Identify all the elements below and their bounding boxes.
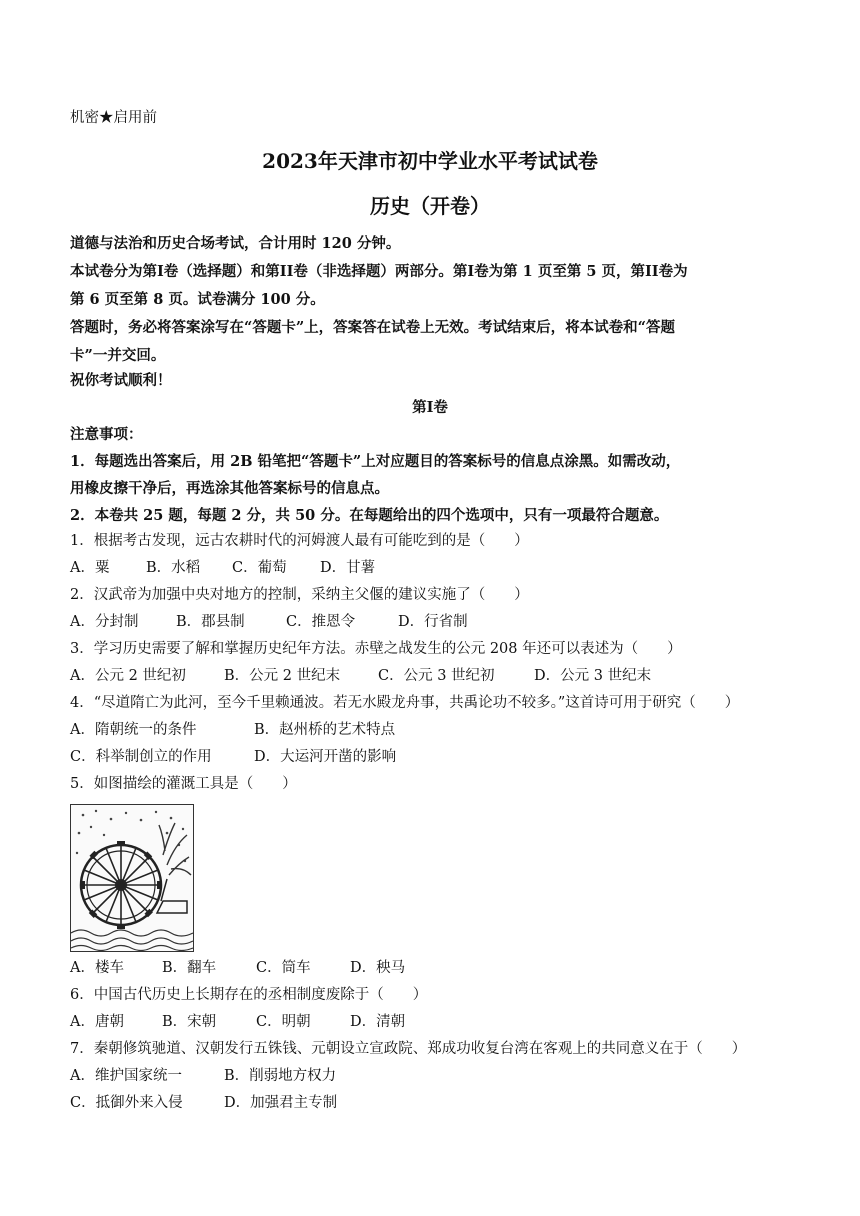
- option-b: B．公元 2 世纪末: [224, 668, 341, 684]
- question-options: [70, 612, 468, 632]
- option-c: C．葡萄: [232, 560, 287, 576]
- question-stem: 7．秦朝修筑驰道、汉朝发行五铢钱、元朝设立宣政院、郑成功收复台湾在客观上的共同意义在于（ ）: [70, 1041, 747, 1057]
- option-a: A．分封制: [70, 614, 139, 630]
- question-options: [70, 1093, 337, 1113]
- option-b: B．削弱地方权力: [224, 1068, 337, 1084]
- option-b: B．郡县制: [176, 614, 245, 630]
- option-b: B．翻车: [162, 960, 217, 976]
- question-stem: 2．汉武帝为加强中央对地方的控制，采纳主父偃的建议实施了（ ）: [70, 587, 529, 603]
- question-stem: 6．中国古代历史上长期存在的丞相制度废除于（ ）: [70, 987, 428, 1003]
- note-item: 1．每题选出答案后，用 2B 铅笔把“答题卡”上对应题目的答案标号的信息点涂黑。如需改动，: [70, 453, 681, 470]
- intro-line: 本试卷分为第I卷（选择题）和第II卷（非选择题）两部分。第I卷为第 1 页至第 5 页，第II卷为: [70, 263, 688, 280]
- option-c: C．科举制创立的作用: [70, 749, 212, 765]
- question-options: [70, 720, 395, 740]
- option-a: A．楼车: [70, 960, 124, 976]
- option-d: D．秧马: [350, 960, 406, 976]
- option-c: C．公元 3 世纪初: [378, 668, 495, 684]
- question-options: [70, 666, 651, 686]
- exam-subtitle: 历史（开卷）: [370, 194, 490, 218]
- section-title: 第I卷: [412, 399, 448, 416]
- option-d: D．加强君主专制: [224, 1095, 338, 1111]
- note-item: 2．本卷共 25 题，每题 2 分，共 50 分。在每题给出的四个选项中，只有一项最符合题意。: [70, 507, 669, 524]
- question-options: [70, 558, 375, 578]
- notes-heading: 注意事项：: [70, 426, 143, 443]
- question-options: [70, 747, 396, 767]
- exam-title: 2023年天津市初中学业水平考试试卷: [262, 149, 598, 173]
- question-options: [70, 958, 405, 978]
- option-c: C．抵御外来入侵: [70, 1095, 183, 1111]
- good-luck-line: 祝你考试顺利！: [70, 372, 172, 389]
- option-c: C．明朝: [256, 1014, 311, 1030]
- option-b: B．赵州桥的艺术特点: [254, 722, 396, 738]
- note-item: 用橡皮擦干净后，再选涂其他答案标号的信息点。: [70, 480, 389, 497]
- question-options: [70, 1012, 405, 1032]
- waterwheel-drawing: [71, 805, 193, 951]
- option-d: D．公元 3 世纪末: [534, 668, 652, 684]
- question-stem: 3．学习历史需要了解和掌握历史纪年方法。赤壁之战发生的公元 208 年还可以表述为（ ）: [70, 641, 682, 657]
- waterwheel-illustration: [70, 804, 194, 952]
- option-b: B．水稻: [146, 560, 201, 576]
- option-a: A．维护国家统一: [70, 1068, 182, 1084]
- question-stem: 5．如图描绘的灌溉工具是（ ）: [70, 776, 297, 792]
- option-a: A．唐朝: [70, 1014, 124, 1030]
- option-d: D．清朝: [350, 1014, 406, 1030]
- question-stem: 4．“尽道隋亡为此河，至今千里赖通波。若无水殿龙舟事，共禹论功不较多。”这首诗可用于研究（ ）: [70, 695, 740, 711]
- question-stem: 1．根据考古发现，远古农耕时代的河姆渡人最有可能吃到的是（ ）: [70, 533, 529, 549]
- option-b: B．宋朝: [162, 1014, 217, 1030]
- option-a: A．隋朝统一的条件: [70, 722, 197, 738]
- intro-line: 答题时，务必将答案涂写在“答题卡”上，答案答在试卷上无效。考试结束后，将本试卷和“答题: [70, 319, 676, 336]
- question-options: [70, 1066, 336, 1086]
- option-d: D．大运河开凿的影响: [254, 749, 397, 765]
- confidential-label: 机密★启用前: [70, 110, 157, 126]
- option-a: A．粟: [70, 560, 110, 576]
- intro-line: 卡”一并交回。: [70, 347, 166, 364]
- intro-line: 第 6 页至第 8 页。试卷满分 100 分。: [70, 291, 325, 308]
- option-d: D．甘薯: [320, 560, 376, 576]
- intro-line: 道德与法治和历史合场考试，合计用时 120 分钟。: [70, 235, 401, 252]
- option-c: C．推恩令: [286, 614, 356, 630]
- option-d: D．行省制: [398, 614, 468, 630]
- option-a: A．公元 2 世纪初: [70, 668, 186, 684]
- option-c: C．筒车: [256, 960, 311, 976]
